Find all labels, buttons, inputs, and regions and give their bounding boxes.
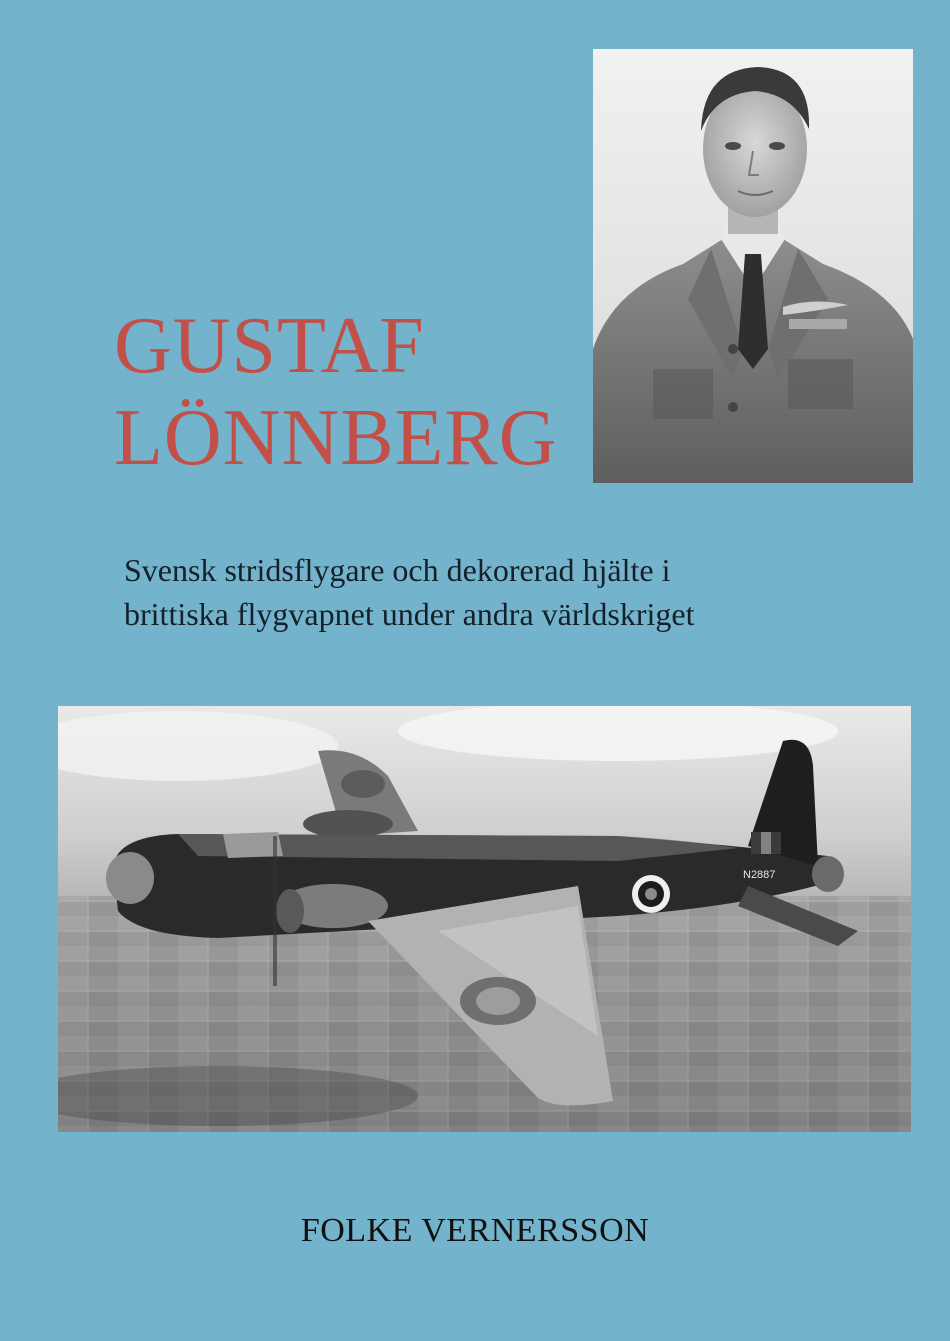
book-title (114, 300, 558, 484)
title-line-2: LÖNNBERG (114, 394, 558, 482)
title-line-1: GUSTAF (114, 302, 425, 390)
portrait-photo (593, 49, 913, 483)
book-subtitle (124, 548, 884, 636)
book-author: FOLKE VERNERSSON (300, 1212, 650, 1249)
bomber-aircraft-photo (58, 706, 911, 1132)
aircraft-serial: N2887 (743, 869, 776, 881)
subtitle-line-1: Svensk stridsflygare och dekorerad hjälte i (124, 552, 671, 588)
subtitle-line-2: brittiska flygvapnet under andra världskriget (124, 596, 695, 632)
